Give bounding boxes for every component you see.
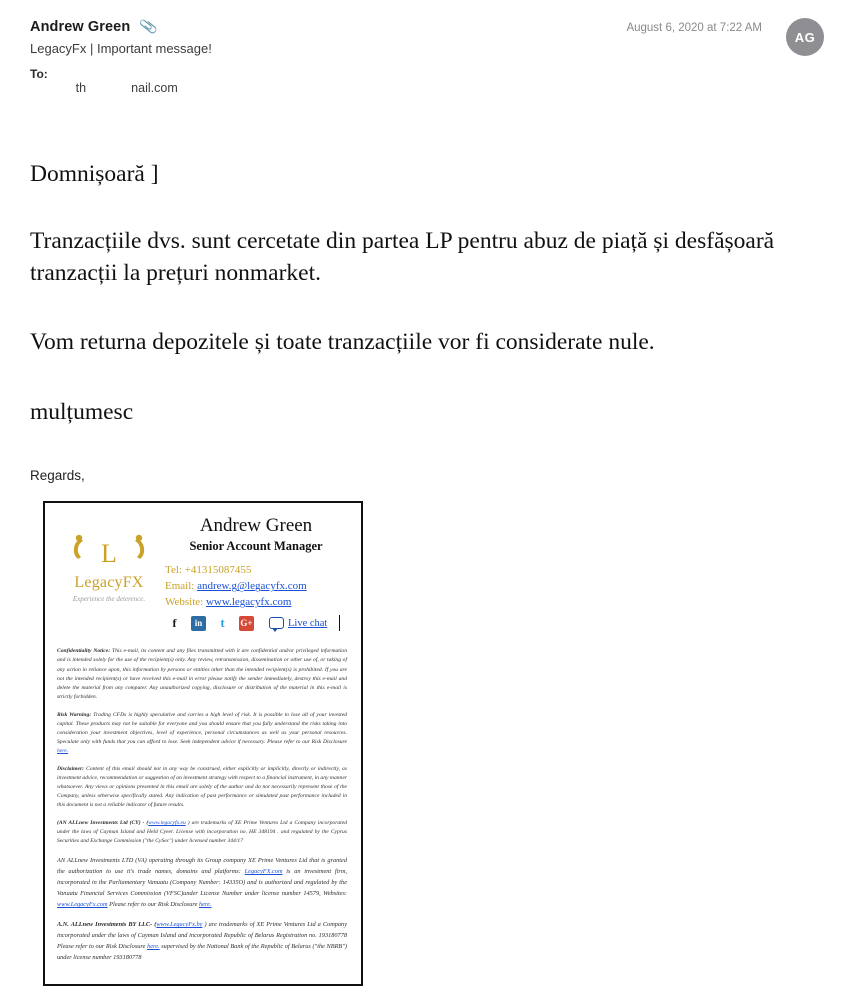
regards-text: Regards, [30, 468, 85, 484]
signature-name: Andrew Green [199, 515, 313, 537]
legal-disclaimer [57, 647, 347, 963]
body-paragraph-3: mulțumesc [30, 398, 134, 425]
chat-bubble-icon [269, 617, 284, 629]
entity-cy-text: ) are trademarks of XE Prime Ventures Ltd a Company incorporated under the laws of Cayman Island and Held Cyeer. License with incorporation no. HE 348194 . and regulated by the Cyprus Securities and Exchange Commission ("the CySec") under licensed number 344/17 [57, 820, 348, 845]
website-label: Website: [165, 596, 204, 609]
signature-website-line [165, 596, 347, 608]
legal-entity-by [57, 919, 347, 963]
tel-value: +41315087455 [184, 564, 252, 577]
email-date: August 6, 2020 at 7:22 AM [626, 22, 762, 34]
email-link[interactable]: andrew.g@legacyfx.com [197, 580, 307, 593]
facebook-icon[interactable]: f [172, 615, 177, 630]
greeting-paragraph [30, 159, 818, 190]
entity-cy-link[interactable]: www.legacyfx.eu [148, 820, 186, 827]
avatar[interactable]: AG [786, 18, 824, 56]
entity-va-tail: Please refer to our Risk Disclosure [107, 901, 199, 909]
entity-by-link[interactable]: www.LegacyFx.by [156, 921, 203, 929]
logo-crest-icon [57, 531, 161, 573]
legal-disclaimer-para [57, 765, 347, 810]
signature-info [161, 515, 347, 631]
live-chat-link[interactable] [269, 617, 327, 629]
body-paragraph-2: Vom returna depozitele și toate tranzacțiile vor fi considerate nule. [30, 329, 655, 356]
legal-entity-va [57, 855, 347, 910]
entity-va-link[interactable]: LegacyFX.com [244, 868, 283, 876]
social-links [165, 615, 347, 631]
legal-risk-text: Trading CFDs is highly speculative and carries a high level of risk. It is possible to lose all of your invested capital. These products may not be suitable for everyone and you should ensure that you fully understand the risks taking into consideration your investment objectives, level of experience, personal circumstances as well as your personal resources. Speculate only with funds that you can afford to lose. Seek independent advice if necessary. Please refer to our Risk Disclosure [57, 711, 347, 745]
email-header [0, 0, 846, 133]
svg-text:L: L [101, 539, 117, 569]
paperclip-icon[interactable]: 📎 [138, 16, 159, 36]
signature-card [43, 501, 363, 986]
recipient-address-text: th nail.com [75, 81, 178, 95]
legal-risk [57, 711, 347, 756]
twitter-icon[interactable]: t [220, 615, 225, 631]
logo-tagline: Experience the deterence. [72, 595, 146, 604]
live-chat-label: Live chat [288, 617, 328, 629]
logo-wordmark: LegacyFX [74, 574, 144, 592]
entity-va-text: is an investment firm, incorporated in the Parliamentary Vanuatu (Company Number: 14335O) and is authorized and regulated by the Vanuatu Financial Services Commission (VFSC)under License Number under license number 14579, Websites: [57, 868, 347, 898]
recipient-row [30, 67, 824, 123]
body-paragraph-1: Tranzacțiile dvs. sunt cercetate din partea LP pentru abuz de piață și desfășoară tranzacții la prețuri nonmarket. [30, 228, 775, 286]
legacyfx-logo [57, 515, 161, 603]
legal-confidentiality-title: Confidentiality Notice: [57, 648, 111, 655]
entity-va-link-2[interactable]: www.LegacyFx.com [57, 901, 108, 909]
entity-by-tail: supervised by the National Bank of the Republic of Belarus ("the NBRB") under license number 193180778 [57, 943, 348, 962]
legal-confidentiality [57, 647, 347, 701]
sender-name: Andrew Green [30, 18, 131, 35]
google-plus-icon[interactable]: G+ [239, 616, 254, 631]
risk-disclosure-link-3[interactable]: here. [147, 943, 160, 951]
signature-tel-line [165, 564, 347, 576]
legal-risk-title: Risk Warning: [57, 711, 92, 718]
entity-cy-prefix: (AN ALLnew Investments Ltd (CY) - ( [57, 820, 149, 827]
linkedin-icon[interactable]: in [191, 616, 206, 631]
legal-confidentiality-text: This e-mail, its content and any files transmitted with it are confidential and/or privileged information and is intended solely for the use of the recipient(s) only. Any review, retransmission, dissemination or other use of, or taking of any action in reliance upon, this information by persons or entities other than the intended recipient(s) is prohibited. If you are not the intended recipient(s) or have received this e-mail in error please notify the sender immediately, destroy this e-mail and delete the material from any computer. Any unauthorized copying, disclosure or distribution of the material in this e-mail is strictly forbidden. [57, 648, 347, 700]
risk-disclosure-link-1[interactable]: here. [57, 747, 69, 754]
redaction-block-recipient [72, 65, 148, 80]
signature-email-line [165, 580, 347, 592]
text-cursor [339, 615, 340, 631]
website-link[interactable]: www.legacyfx.com [205, 596, 292, 609]
redaction-block-name [187, 157, 430, 183]
entity-va-prefix: AN ALLnew Investments LTD (VA) operating through its Group company XE Prime Ventures Ltd that is granted the authorization to use it's trade names, domains and platforms: [57, 857, 347, 876]
recipient-address[interactable] [55, 67, 178, 123]
entity-by-text: ) are trademarks of XE Prime Ventures Ltd a Company incorporated under the laws of Cayman Island and incorporated Republic of Belarus Registration no. 193180778 Please refer to our Risk Disclosure [57, 921, 347, 951]
entity-by-prefix: A.N. ALLnew Investments BY LLC- ( [57, 921, 157, 929]
to-label: To: [30, 67, 48, 81]
signature-title: Senior Account Manager [189, 539, 323, 554]
greeting-text: Domnișoară ] [30, 161, 159, 187]
email-subject: LegacyFx | Important message! [30, 41, 212, 56]
legal-disclaimer-text: Content of this email should not in any way be construed, either explicitly or implicitly, directly or indirectly, as investment advice, recommendation or suggestion of an investment strategy with respect to a financial instrument, in any manner whatsoever. Any views or opinions presented in this email are solely of the author and do not necessarily represent those of the Company, unless otherwise specifically stated. Any indication of past performance or simulated past performance included in this document is not a reliable indicator of future results. [57, 765, 347, 809]
risk-disclosure-link-2[interactable]: here. [198, 901, 212, 909]
legal-entity-cy [57, 819, 347, 846]
email-label: Email: [165, 580, 195, 593]
email-body [0, 159, 846, 986]
legal-disclaimer-title: Disclaimer: [57, 765, 85, 772]
tel-label: Tel: [165, 564, 182, 577]
signature-top [57, 515, 347, 631]
